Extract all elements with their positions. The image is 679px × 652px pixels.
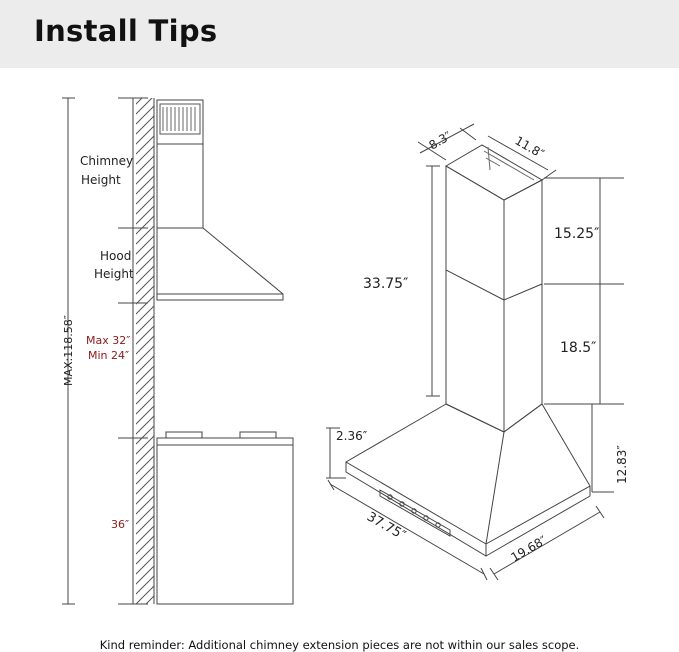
chimney-total-label: 33.75″ xyxy=(363,276,409,292)
width-top-label: 11.8″ xyxy=(512,133,547,162)
upper-chimney-label: 15.25″ xyxy=(554,226,600,242)
hood-depth-label: 19.68″ xyxy=(508,533,550,565)
lower-chimney-label: 18.5″ xyxy=(560,340,597,356)
canopy-right xyxy=(486,404,590,544)
chimney-height-label-2: Height xyxy=(81,173,121,187)
hood-height-dim-label: 12.83″ xyxy=(615,445,629,484)
hood-height-label-1: Hood xyxy=(100,249,132,263)
footer-reminder: Kind reminder: Additional chimney extension pieces are not within our sales scope. xyxy=(99,638,580,652)
front-rim xyxy=(346,462,486,556)
depth-top-label: 8.3″ xyxy=(426,128,454,153)
vent-grille xyxy=(160,104,200,134)
page-title: Install Tips xyxy=(34,14,218,48)
side-chimney xyxy=(157,100,203,228)
lower-chimney-right xyxy=(504,284,542,432)
counter-height-label: 36″ xyxy=(111,518,130,531)
upper-chimney-left xyxy=(446,166,504,300)
wall-hatch xyxy=(136,98,154,604)
min-gap-label: Min 24″ xyxy=(88,349,130,362)
upper-chimney-right xyxy=(504,180,542,300)
max-total-label: MAX:118.58″ xyxy=(62,315,75,386)
hood-width-label: 37.75″ xyxy=(364,509,408,544)
canopy-edge-label: 2.36″ xyxy=(336,429,368,443)
side-range xyxy=(157,438,293,604)
hood-height-label-2: Height xyxy=(94,267,134,281)
side-canopy xyxy=(157,228,283,300)
max-gap-label: Max 32″ xyxy=(86,334,131,347)
chimney-height-label-1: Chimney xyxy=(80,154,134,168)
